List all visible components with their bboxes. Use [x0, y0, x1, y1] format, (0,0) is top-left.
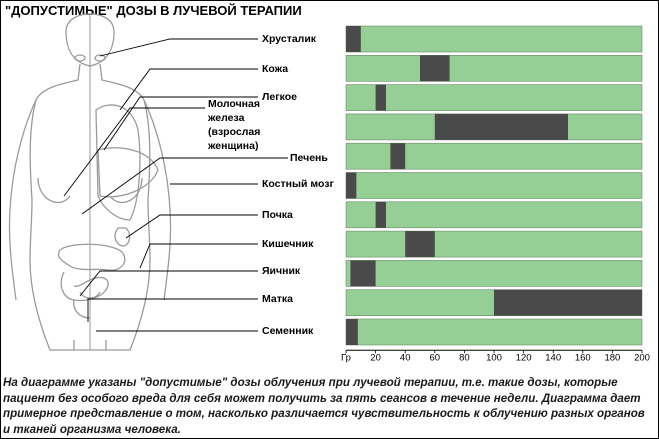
x-tick-label: 120 [515, 352, 532, 364]
chart-title: "ДОПУСТИМЫЕ" ДОЗЫ В ЛУЧЕВОЙ ТЕРАПИИ [5, 3, 302, 18]
caption: На диаграмме указаны "допустимые" дозы облучения при лучевой терапии, т.е. такие дозы, которые пациент без особого вреда для себя может получить за пять сеансов в течение недели. Диаграмма дает примерное представление о том, насколько различается чувствительность к облучению разных органов и тканей организма человека. [3, 376, 645, 436]
bar-background [346, 231, 642, 257]
x-tick-label: 180 [604, 352, 621, 364]
bar-background [346, 202, 642, 228]
bar-dose-range [350, 260, 375, 286]
bar-background [346, 319, 642, 345]
bar-dose-range [494, 290, 642, 316]
label-intestine: Кишечник [262, 238, 314, 250]
label-marrow: Костный мозг [262, 178, 334, 190]
x-tick-label: 80 [459, 352, 470, 364]
label-ovary: Яичник [262, 265, 301, 277]
label-kidney: Почка [262, 209, 293, 221]
bar-dose-range [420, 55, 450, 81]
bar-dose-range [435, 114, 568, 140]
bar-background [346, 26, 642, 52]
x-tick-label: 20 [370, 352, 381, 364]
bar-dose-range [346, 319, 358, 345]
x-tick-label: 40 [399, 352, 411, 364]
label-lung: Легкое [262, 91, 297, 103]
bar-dose-range [405, 231, 435, 257]
label-breast: Молочная железа (взрослая женщина) [208, 98, 261, 152]
label-skin: Кожа [262, 63, 289, 75]
bar-dose-range [376, 202, 386, 228]
bar-background [346, 260, 642, 286]
label-crystalline: Хрусталик [262, 33, 317, 45]
label-testis: Семенник [262, 325, 314, 337]
bar-background [346, 55, 642, 81]
x-tick-label: 140 [545, 352, 562, 364]
bar-background [346, 85, 642, 111]
bar-dose-range [376, 85, 386, 111]
bar-dose-range [346, 173, 356, 199]
x-axis-unit-label: Гр [341, 352, 351, 364]
x-tick-label: 200 [634, 352, 650, 364]
bar-dose-range [346, 26, 361, 52]
label-uterus: Матка [262, 293, 293, 305]
bar-background [346, 173, 642, 199]
x-tick-label: 160 [574, 352, 591, 364]
label-liver: Печень [290, 152, 328, 164]
x-tick-label: 60 [429, 352, 441, 364]
x-tick-label: 100 [486, 352, 502, 364]
bar-dose-range [390, 143, 405, 169]
